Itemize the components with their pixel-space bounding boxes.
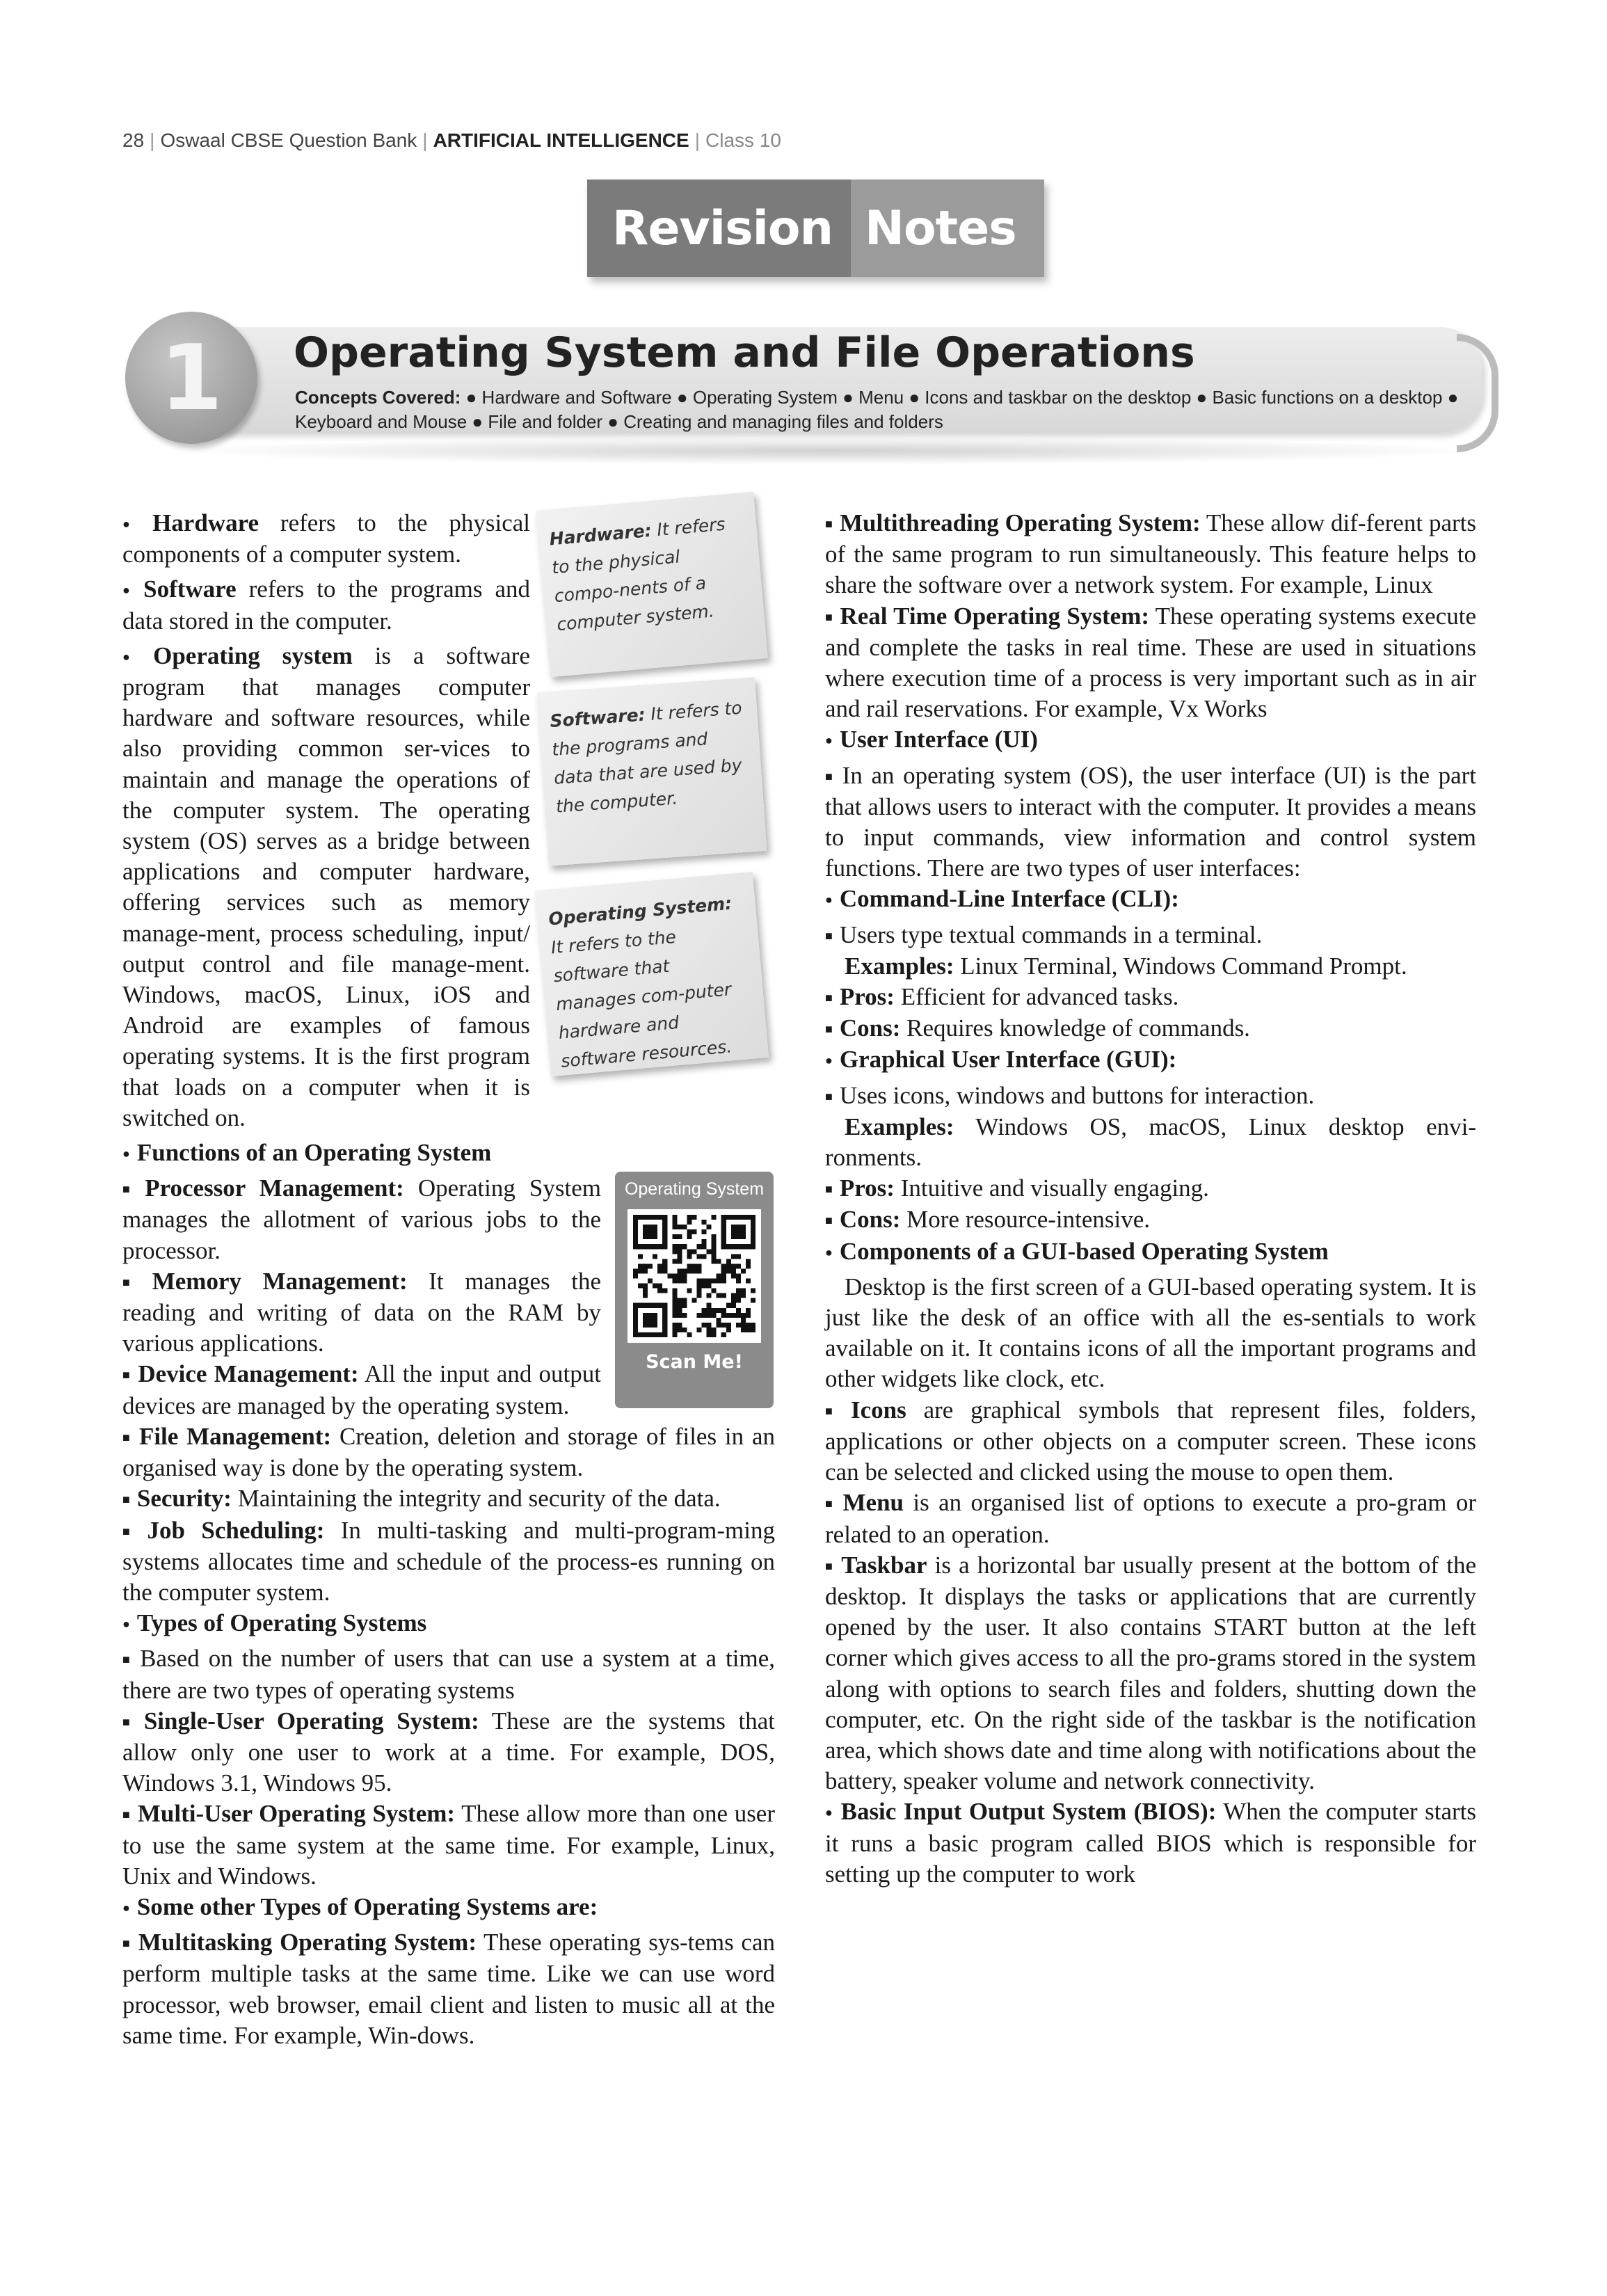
user-interface-text: ■ In an operating system (OS), the user interface (UI) is the part that allows users to interact with the computer. It provides a means to input commands, view information and control system functions. There are two types of user interfaces: <box>825 760 1476 884</box>
concepts-covered <box>295 385 1478 434</box>
single-user-os: ■ Single-User Operating System: These are the systems that allow only one user to work at a time. For example, DOS, Windows 3.1, Windows 95. <box>122 1706 775 1799</box>
types-intro: ■ Based on the number of users that can use a system at a time, there are two types of operating systems <box>122 1643 775 1705</box>
file-management: ■ File Management: Creation, deletion and storage of files in an organised way is done by the operating system. <box>122 1421 775 1483</box>
banner-word-notes: Notes <box>851 180 1044 277</box>
multi-user-os: ■ Multi-User Operating System: These allow more than one user to use the same system at the same time. For example, Linux, Unix and Windows. <box>122 1799 775 1892</box>
sticky-text: It refers to the physical compo-nents of a computer system. <box>551 513 726 635</box>
multithreading-os: ■ Multithreading Operating System: These allow dif-ferent parts of the same program to run simultaneously. This feature helps to share the software over a network system. For example, Linux <box>825 508 1476 601</box>
sticky-text: It refers to the programs and data that are used by the computer. <box>551 697 743 817</box>
operating-system-definition: ● Operating system is a software program that manages computer hardware and software resources, while also providing common ser-vices to maintain and manage the operations of the computer system. The operating system (OS) serves as a bridge between applications and computer hardware, offering services such as memory manage-ment, process scheduling, input/ output control and file manage-ment. Windows, macOS, Linux, iOS and Android are examples of famous operating systems. It is the first program that loads on a computer when it is switched on. <box>122 641 775 1133</box>
qr-space <box>611 1138 775 1388</box>
gui-examples: Examples: Windows OS, macOS, Linux desktop envi-ronments. <box>825 1113 1476 1172</box>
cli-cons: ■ Cons: Requires knowledge of commands. <box>825 1013 1476 1044</box>
types-heading: ● Types of Operating Systems <box>122 1608 775 1639</box>
chapter-number-disc <box>125 312 257 444</box>
running-head: 28 | Oswaal CBSE Question Bank | ARTIFICIAL INTELLIGENCE | Class 10 <box>122 129 781 151</box>
chapter-shadow <box>167 437 1489 465</box>
other-types-heading: ● Some other Types of Operating Systems are: <box>122 1892 775 1923</box>
job-scheduling: ■ Job Scheduling: In multi-tasking and multi-program-ming systems allocates time and schedule of the process-es running on the computer system. <box>122 1515 775 1609</box>
bios-text: ● Basic Input Output System (BIOS): When the computer starts it runs a basic program called BIOS which is responsible for setting up the computer to work <box>825 1796 1476 1890</box>
chapter-title: Operating System and File Operations <box>294 328 1195 377</box>
device-management: ■ Device Management: All the input and output devices are managed by the operating system. <box>122 1359 775 1421</box>
gui-heading: ● Graphical User Interface (GUI): <box>825 1044 1476 1076</box>
revision-notes-banner <box>587 180 1044 277</box>
desktop-text: Desktop is the first screen of a GUI-based operating system. It is just like the desk of an office with all the es-sentials to work available on it. It contains icons of all the important programs and other widgets like clock, etc. <box>825 1273 1476 1393</box>
sticky-term: Operating System: <box>547 893 733 930</box>
functions-heading: ● Functions of an Operating System <box>122 1138 775 1169</box>
qr-label: Operating System <box>624 1179 765 1199</box>
gui-text: ■ Uses icons, windows and buttons for interaction. <box>825 1081 1476 1112</box>
cli-pros: ■ Pros: Efficient for advanced tasks. <box>825 982 1476 1013</box>
sticky-term: Hardware: <box>548 520 653 550</box>
sticky-term: Software: <box>549 704 646 732</box>
right-column <box>825 508 1476 1890</box>
software-definition: ● Software refers to the programs and data stored in the computer. <box>122 574 775 636</box>
chapter-header <box>125 312 1497 451</box>
memory-management: ■ Memory Management: It manages the reading and writing of data on the RAM by various applications. <box>122 1266 775 1360</box>
cli-text: ■ Users type textual commands in a terminal. <box>825 920 1476 951</box>
chapter-number: 1 <box>159 325 223 431</box>
cli-heading: ● Command-Line Interface (CLI): <box>825 884 1476 915</box>
multitasking-os: ■ Multitasking Operating System: These operating sys-tems can perform multiple tasks at the same time. Like we can use word processor, web browser, email client and listen to music all at the same time. For example, Win-dows. <box>122 1927 775 2051</box>
cli-examples: Examples: Linux Terminal, Windows Command Prompt. <box>845 952 1407 980</box>
sticky-text: It refers to the software that manages com-puter hardware and software resources. <box>550 926 733 1071</box>
left-column <box>122 508 775 2051</box>
concepts-label: Concepts Covered: <box>295 387 461 408</box>
subject-name: ARTIFICIAL INTELLIGENCE <box>433 129 689 151</box>
taskbar-text: ■ Taskbar is a horizontal bar usually present at the bottom of the desktop. It displays the tasks or applications that are currently opened by the user. It also contains START button at the left corner which gives access to all the pro-grams stored in the system along with options to search files and folders, shutting down the computer, etc. On the right side of the taskbar is the notification area, which shows date and time along with notifications about the battery, speaker volume and network connectivity. <box>825 1550 1476 1797</box>
real-time-os: ■ Real Time Operating System: These operating systems execute and complete the tasks in real time. These are used in situations where execution time of a process is very important such as in air and rail reservations. For example, Vx Works <box>825 601 1476 725</box>
menu-text: ■ Menu is an organised list of options to execute a pro-gram or related to an operation. <box>825 1488 1476 1549</box>
banner-word-revision: Revision <box>587 180 851 277</box>
user-interface-heading: ● User Interface (UI) <box>825 724 1476 756</box>
qr-scan-label: Scan Me! <box>646 1351 743 1373</box>
security: ■ Security: Maintaining the integrity and security of the data. <box>122 1483 775 1515</box>
processor-management: ■ Processor Management: Operating System manages the allotment of various jobs to the processor. <box>122 1173 775 1266</box>
hardware-definition: ● Hardware refers to the physical components of a computer system. <box>122 508 775 570</box>
page-number: 28 <box>122 129 145 151</box>
concepts-list: ● Hardware and Software ● Operating System ● Menu ● Icons and taskbar on the desktop ● Basic functions on a desktop ● Keyboard and Mouse ● File and folder ● Creating and managing files and folders <box>295 387 1459 432</box>
gui-pros: ■ Pros: Intuitive and visually engaging. <box>825 1173 1476 1204</box>
gui-components-heading: ● Components of a GUI-based Operating System <box>825 1236 1476 1268</box>
sticky-notes-space <box>541 508 785 1078</box>
book-title: Oswaal CBSE Question Bank <box>160 129 417 151</box>
icons-text: ■ Icons are graphical symbols that represent files, folders, applications or other objects on a computer screen. These icons can be selected and clicked using the mouse to open them. <box>825 1395 1476 1488</box>
class-label: Class 10 <box>705 129 781 151</box>
gui-cons: ■ Cons: More resource-intensive. <box>825 1204 1476 1236</box>
